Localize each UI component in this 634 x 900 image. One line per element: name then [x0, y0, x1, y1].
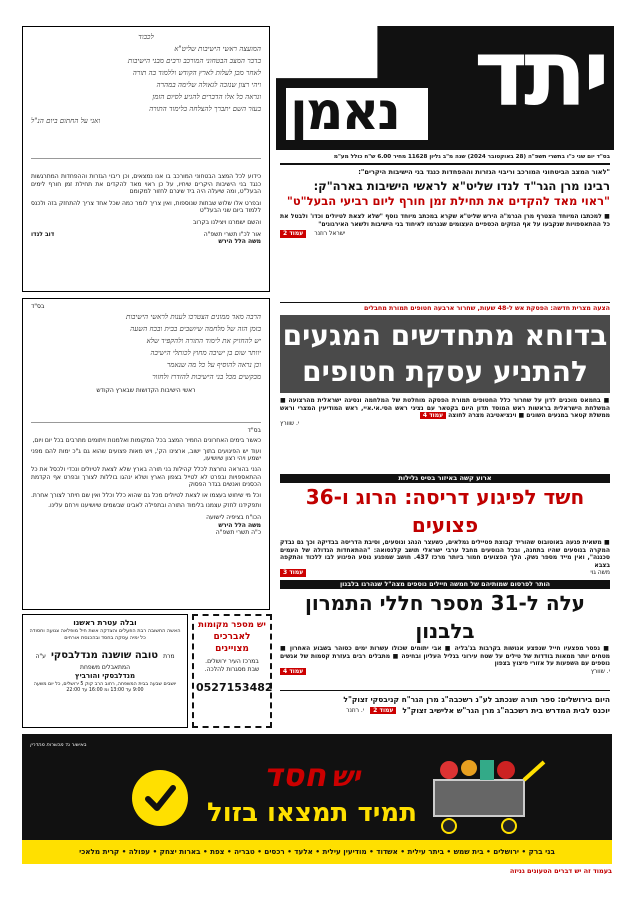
story-2-body-2: ■ המשלחת הישראלית בראשות ראש המוסד תדון היום בקטאר עם נציגי ראש הסי.אי.איי, ראש המודיעין המצרי וראש ממשלת קטאר במגעים השונים	[280, 397, 610, 419]
letter-2	[22, 298, 270, 610]
story-2-headline-box	[280, 315, 610, 393]
story-1	[280, 168, 610, 300]
story-4-kicker: הותר לפרסום שמותיהם של חמשה חיילים נוספים מצה"ל שנהרגו בלבנון	[280, 580, 610, 589]
footer-note: בעמוד זה יש דברים הטעונים גניזה	[509, 867, 612, 875]
hand-line: ונראה כל אלו הדברים להגיע לסיום הזמן	[152, 93, 261, 101]
story-5-author: י. רוזנר	[346, 706, 365, 714]
ad-places-phone: 0527153482	[196, 681, 273, 695]
ad-places-title: יש מספר מקומות	[198, 620, 266, 630]
story-2-body	[280, 397, 610, 420]
letter-2-p4: וכל מי שיחוש בעצמו או לצאת לטיולים מכל גם שהוא כלל וכלל ואין שם חיתר לצורך אחרת.	[30, 491, 261, 499]
story-2-headline-1: בדוחא מתחדשים המגעים	[282, 319, 608, 352]
letter-1-blessing: והשם ישמרנו ויצילנו בקרוב	[192, 218, 261, 226]
letter-1-date: אור לכ"ו תשרי תשפ"ה	[203, 230, 261, 238]
story-3-page-ref: עמוד 3	[280, 569, 306, 577]
story-3-headline: חשד לפיגוע דריסה: הרוג ו-36 פצועים	[305, 485, 585, 537]
letter-2-seal: ראשי הישיבות הקדושות שבארץ הקודש	[96, 386, 196, 394]
hand-line: ואני על החתום ביום הנ"ל	[31, 117, 101, 125]
story-2-headline-2: להתניע עסקת חטופים	[302, 355, 588, 388]
letter-1-handwriting	[31, 31, 261, 159]
masthead-rule	[280, 163, 610, 165]
story-4-author: י. שוורץ	[590, 667, 610, 675]
bottom-ad	[22, 734, 612, 864]
obituary-body: האשה החשובה רבת הפעלים והצדקה אשת חיל מופלאה צנועה וחסודה כל ימיה עסקה בחסד ובהכנסת אורחים	[29, 628, 181, 641]
hand-line: יוותר שום בן ישיבה מחוץ לכותלי הישיבה	[150, 348, 261, 357]
letter-1-signature-2: משה הלל הירש	[218, 238, 261, 246]
ad-places-location: במרכז העיר ירושלים.	[205, 658, 259, 665]
obituary-name-row	[28, 643, 182, 662]
hand-line: בזמן הזה של מלחמה שיושבים בבית ובכח השעה	[130, 324, 261, 333]
masthead	[276, 20, 614, 152]
story-5	[280, 690, 610, 728]
bottom-ad-note: באישור גד מכשרות מהדרין	[30, 742, 87, 748]
story-1-author: ישראל רוזנר	[314, 230, 346, 238]
obituary-shiva: יושבים שבעה בבית המשפחה, רחוב הרב קוק 5 ירושלים, כל יום משעה 9:00 עד 13:00 ומ 16:00 עד 22:00	[33, 681, 177, 693]
shopping-cart-icon	[414, 758, 554, 838]
story-1-headline-2: "ראוי מאד להקדים את תחילת זמן חורף ליום רביעי הבעל"ט"	[286, 194, 610, 208]
logo-main: יתד	[473, 20, 606, 127]
hand-line: וכן נראה להוסיף על כל מה שנאמר	[166, 360, 261, 369]
hand-line: ויהי רצון שנזכה לגאולה שלימה במהרה	[156, 81, 261, 89]
story-2-author: י. שוורץ	[280, 419, 300, 427]
letter-1-body-2: ובפרט אלו שלוש שבתות שנוספות, ואין צריך לומר כמה שכל אחד צריך להתחזק בזה ולכנס ללמוד ביום שני הבעל"ט	[31, 199, 261, 215]
story-2	[280, 304, 610, 472]
logo-sub: נאמן	[290, 82, 399, 142]
obituary	[22, 614, 188, 728]
obituary-name: טובה שושנה מנדלבסקי	[50, 650, 159, 661]
obituary-name-suffix: ע"ה	[35, 653, 46, 660]
ad-places	[192, 614, 272, 728]
letter-2-p5: ותפקידנו לחזק עצמנו בלימוד התורה ובתפילה לאבינו שבשמים שיושיענו וירחם עלינו.	[48, 502, 261, 510]
letter-2-p3: הנני בהוראה נחרצת לכלל קהילות בני תורה בארץ שלא לצאת לטיולים ונכדי ולכסל את כל ההתאספויות ובפרט לא לטייל בצפון הארץ ושלא ינהגו בוללות לצורך ובפרט אף הקדמת הכסנים ואנשים בגדר הפסוק	[31, 465, 261, 489]
story-5-page-ref: עמוד 2	[370, 707, 396, 715]
obituary-sub: המתאבלים משפחת	[80, 664, 130, 671]
letter-2-p1: כאשר בימים האחרונים החמיר המצב בכל המקומות ואלמנות ויתומים מתרבים בכל יום ויום,	[32, 437, 261, 445]
bottom-ad-slogan: תמיד תמצאו בזול	[207, 798, 417, 828]
hand-line: בדבר המצב הבטחוני המורכב ורבים מבני הישיבות	[127, 57, 261, 65]
letter-2-signature: משה הלל הירש	[218, 521, 261, 529]
rule	[280, 302, 610, 303]
story-5-line-2: יוכנס לבית המדרש בית רשכבה"ג מרן הגר"ש אלישיב זצוק"ל	[402, 706, 610, 715]
story-4-body: ■ נפסר מפצעיו חייל שנפצע אנושות בקרבות בג'בליה ■ אבי יתומים שכולו עשרות ימים כסוהר בשבוע האחרון ■ מטחים יותר ממאות בודדות של טילים על שטח עירוני בגליל העליון ובחיפה ■ מתבלים רבים בעזרת קסמות של אנשים נוספים עם השפעות על אזורי פיצוץ בצפון	[280, 645, 610, 668]
story-2-body-3: ■ וינציאטיבה מצרה לחוצה	[448, 412, 524, 419]
story-4-headline: עלה ל-31 מספר חללי התמרון בלבנון	[305, 591, 585, 643]
story-2-page-ref: עמוד 4	[420, 412, 446, 419]
hand-line: לכבוד	[138, 33, 154, 41]
hand-line: יש להחזיק את לימוד התורה ולהקפיד שלא	[146, 336, 261, 345]
letter-2-p2: ועוד יש הפיגועים בתוך ישוב, ארצינו הק', ויש מאות פצועים שהוא גם ג"כ ימות להם מפני ישמע ויהי רצון שיושיעו,	[31, 447, 261, 463]
story-3	[280, 474, 610, 576]
check-icon	[132, 770, 188, 826]
letter-1-signature: דוב לנדו	[31, 230, 55, 238]
ad-places-sub: לאברכים מצויינים	[213, 632, 251, 654]
story-4-page-ref: עמוד 4	[280, 668, 306, 676]
story-2-body-1: ■ בחמאס מוכנים לדון על שחרור כלל החטופים תמורת הפסקה מוחלטת של המלחמה ונסיגה ישראלית מהרצועה	[289, 397, 610, 404]
obituary-title: ובלה עטרת ראשנו	[73, 618, 137, 627]
story-1-body: ■ למכתבו המיוחד הצטרף מרן הגרמ"ה הירש שליט"א שקרא במכתב מיוחד נוסף "שלא לצאת לטיולים וכדו' ולבטל את כל ההתאספויות שנקבעו על אף הנזקים הכספיים העצומים שנגרמו לאיחוד בני הישיבות ולשאר האירגונים"	[280, 213, 610, 228]
story-1-page-ref: עמוד 2	[280, 230, 306, 238]
date-line: בס"ד יום שני כ"ו בתשרי תשפ"ה (28 באוקטובר 2024) שנה מ"ב גליון 11628 מחיר 6.00 ש"ח כולל מע"מ	[333, 154, 610, 160]
letter-2-handwriting	[31, 311, 261, 423]
letter-1	[22, 26, 270, 292]
bottom-ad-brand-prefix: יש	[331, 760, 361, 793]
bottom-ad-brand	[222, 756, 402, 794]
bottom-ad-brand-name: חסד	[263, 756, 327, 794]
hand-line: לאחר מכן לעלות לארץ הקודש וללמוד בה תורה	[132, 69, 261, 77]
story-4	[280, 580, 610, 686]
hand-line: בעזר השם יתברך להצלחה בלימוד התורה	[149, 105, 261, 113]
story-1-tag: "לאור המצב הביטחוני המורכב וריבוי הגזרות וההפחדות כנגד בני הישיבות היקרים":	[358, 168, 610, 176]
ad-places-note: שבת מסגרות להלכה.	[204, 665, 260, 673]
story-1-headline-1: רבינו מרן הגר"ד לנדו שליט"א לראשי הישיבות בארה"ק:	[313, 179, 610, 193]
letter-2-head: בס"ד	[247, 426, 261, 434]
letter-1-body: כידוע לכל המצב הבטחוני המורכב בו אנו נמצאים, וכן ריבוי הגזרות וההפחדות המתרגשות כנגד בני הישיבות היקרים שיחיו, על כן ראוי מאד להקדים את תחילת זמן חורף לימים הבעל"ט, ומה שיעלה היה ביד שיגרם לחזור למקומם	[31, 173, 261, 196]
story-5-line-1: היום בירושלים: ספר תורה שנכתב לע"נ רשכבה"ג מרן הגר"ח קניבסקי זצוק"ל	[343, 695, 610, 704]
letter-2-closing: הכו"ח בציפיה לישועה	[206, 513, 261, 521]
letter-2-stamp: בס"ד	[31, 303, 45, 310]
story-3-author: משה גוי	[590, 569, 610, 577]
obituary-name-prefix: מרת	[163, 653, 175, 660]
letter-2-date: כ"ה תשרי תשפ"ה	[215, 529, 261, 537]
bottom-ad-branches: בני ברק • ירושלים • בית שמש • ביתר עילית • אשדוד • מודיעין עילית • אלעד • רכסים • טבריה • צפת • בארות יצחק • עפולה • קרית מלאכי	[22, 840, 612, 864]
hand-line: מבקשים מכל בני הישיבות להזדרז ולחזור	[152, 372, 261, 381]
story-3-kicker: ארוע קשה באיזור בסיס גלילות	[280, 474, 610, 483]
hand-line: הרבה מאד ממונים הצטרכו לענות לראשי הישיבות	[126, 312, 261, 321]
obituary-family: מנדלבסקי והורביץ	[74, 671, 136, 680]
hand-line: המועצה ראשי הישיבות שליט"א	[174, 45, 261, 53]
story-2-kicker: הצעה מצרית חדשה: הפסקת אש ל-48 שעות, שחרור ארבעה חטופים תמורת מחבלים	[363, 305, 610, 312]
story-3-body: ■ משאית פגעה באוטובוס שהוריד קבוצת פטיילים גמלאים, כשעצר הנהג ונוסעים, וסיבת הדריסה בבדיקה וכך גם נבדק המקרה בנוסעים שהיו בתחנה, ובכל הנוסעים מחבל ערבי ישראלי תושב קלנסואה: "ההתאחדות הגדולה של העמים סכננה", ואין מייד מספר נשק. הלך הפצועים חמור ביותר מרכז 437. חושב שמפגע נוסע הפיגוע לבו ללכוד והתקפה בצבא	[280, 539, 610, 569]
